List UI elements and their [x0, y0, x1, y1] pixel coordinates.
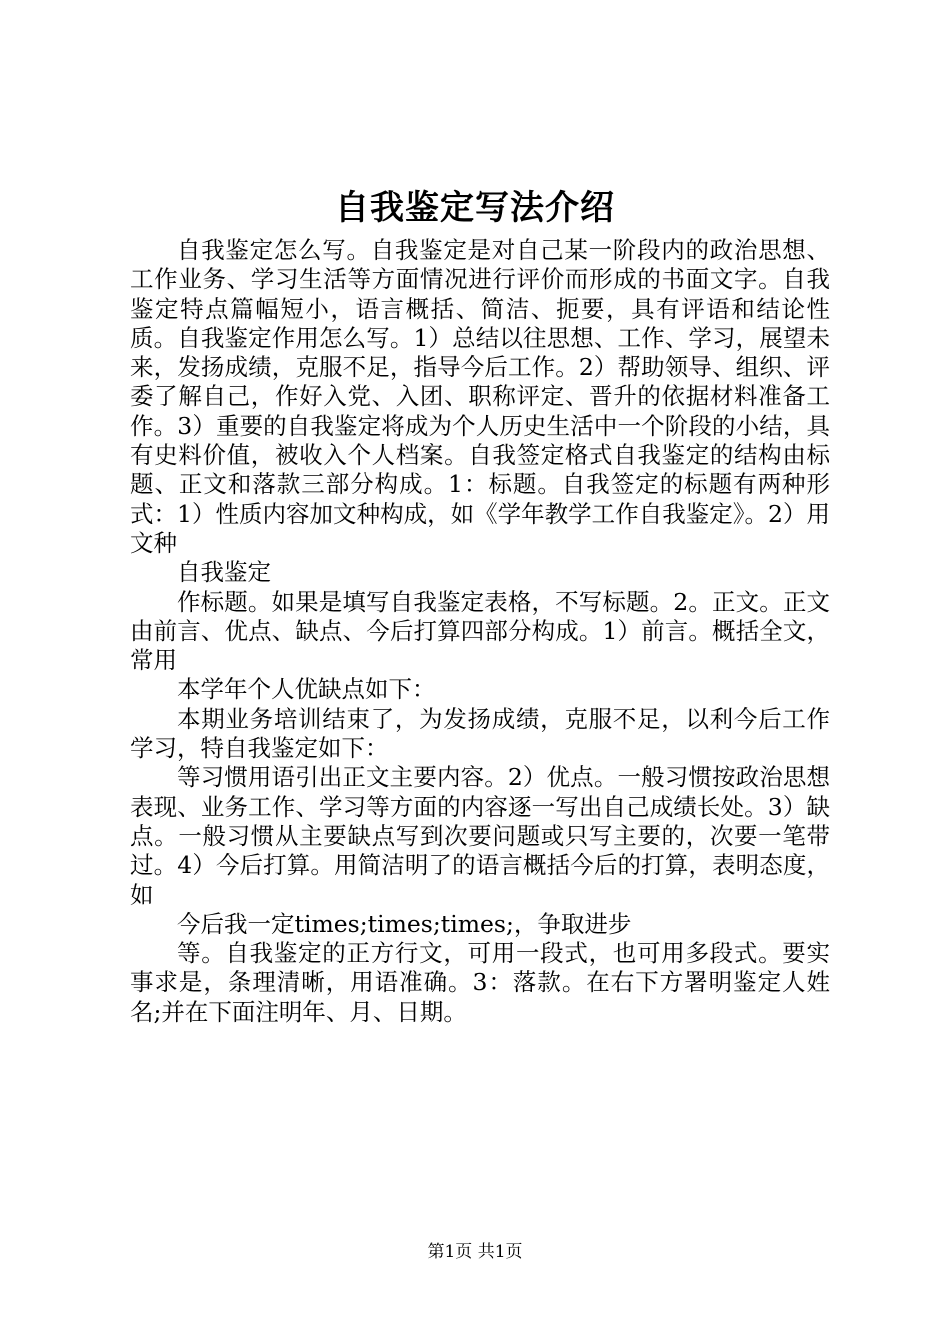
paragraph: 本期业务培训结束了，为发扬成绩，克服不足，以利今后工作学习，特自我鉴定如下： — [130, 704, 830, 763]
paragraph: 等。自我鉴定的正方行文，可用一段式，也可用多段式。要实事求是，条理清晰，用语准确。3：落款。在右下方署明鉴定人姓名;并在下面注明年、月、日期。 — [130, 939, 830, 1026]
paragraph: 本学年个人优缺点如下： — [177, 675, 436, 704]
paragraph: 今后我一定times;times;times;，争取进步 — [177, 909, 632, 938]
paragraph: 等习惯用语引出正文主要内容。2）优点。一般习惯按政治思想表现、业务工作、学习等方面的内容逐一写出自己成绩长处。3）缺点。一般习惯从主要缺点写到次要问题或只写主要的，次要一笔带过。4）今后打算。用简洁明了的语言概括今后的打算，表明态度，如 — [130, 763, 830, 909]
document-body — [130, 236, 830, 1027]
paragraph: 自我鉴定 — [177, 558, 271, 587]
paragraph: 自我鉴定怎么写。自我鉴定是对自己某一阶段内的政治思想、工作业务、学习生活等方面情况进行评价而形成的书面文字。自我鉴定特点篇幅短小，语言概括、简洁、扼要，具有评语和结论性质。自我鉴定作用怎么写。1）总结以往思想、工作、学习，展望未来，发扬成绩，克服不足，指导今后工作。2）帮助领导、组织、评委了解自己，作好入党、入团、职称评定、晋升的依据材料准备工作。3）重要的自我鉴定将成为个人历史生活中一个阶段的小结，具有史料价值，被收入个人档案。自我签定格式自我鉴定的结构由标题、正文和落款三部分构成。1：标题。自我签定的标题有两种形式：1）性质内容加文种构成，如《学年教学工作自我鉴定》。2）用文种 — [130, 236, 830, 557]
document-title: 自我鉴定写法介绍 — [335, 188, 615, 228]
page-footer: 第1页 共1页 — [427, 1242, 523, 1262]
paragraph: 作标题。如果是填写自我鉴定表格，不写标题。2。正文。正文由前言、优点、缺点、今后打算四部分构成。1）前言。概括全文，常用 — [130, 587, 830, 675]
